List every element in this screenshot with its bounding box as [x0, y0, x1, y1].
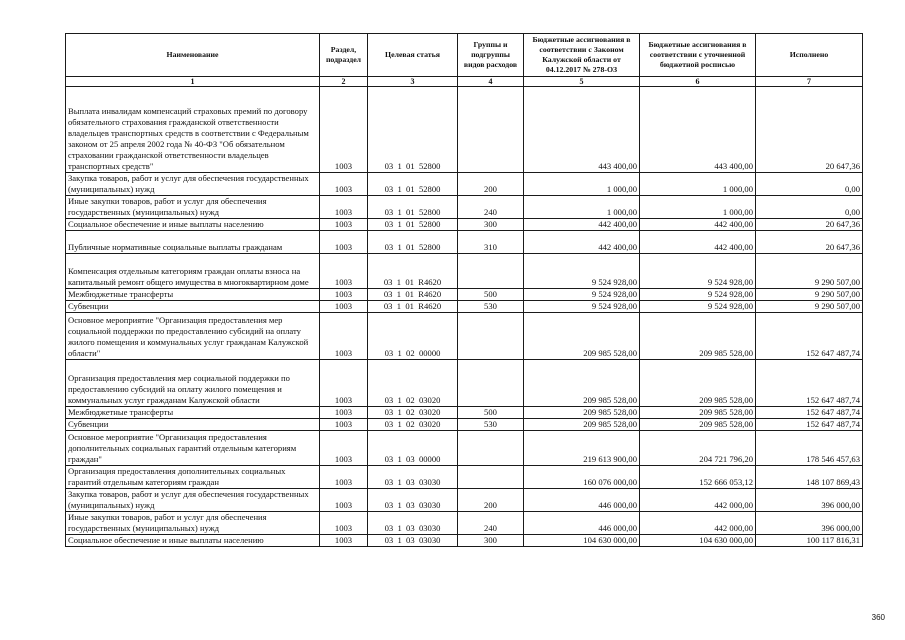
row-revised-amount: 104 630 000,00 [640, 535, 756, 547]
row-group-cell: 300 [458, 535, 524, 547]
row-target-cell: 03 1 01 52800 [368, 231, 458, 254]
row-executed-amount: 152 647 487,74 [756, 419, 863, 431]
table-row [66, 289, 863, 301]
row-section-cell: 1003 [320, 466, 368, 489]
row-section-cell: 1003 [320, 87, 368, 173]
row-name-cell: Компенсация отдельным категориям граждан оплаты взноса на капитальный ремонт общего имущества в многоквартирном доме [66, 254, 320, 289]
budget-table [65, 33, 863, 547]
row-name-cell: Закупка товаров, работ и услуг для обеспечения государственных (муниципальных) нужд [66, 489, 320, 512]
row-target-cell: 03 1 02 00000 [368, 313, 458, 360]
row-target-cell: 03 1 01 52800 [368, 219, 458, 231]
row-executed-amount: 9 290 507,00 [756, 289, 863, 301]
row-law-amount: 9 524 928,00 [524, 254, 640, 289]
row-revised-amount: 204 721 796,20 [640, 431, 756, 466]
col-number: 4 [458, 77, 524, 87]
row-executed-amount: 152 647 487,74 [756, 407, 863, 419]
col-number: 5 [524, 77, 640, 87]
col-header-revised: Бюджетные ассигнования в соответствии с уточненной бюджетной росписью [640, 34, 756, 77]
row-group-cell: 310 [458, 231, 524, 254]
row-target-cell: 03 1 02 03020 [368, 360, 458, 407]
row-law-amount: 9 524 928,00 [524, 301, 640, 313]
row-executed-amount: 152 647 487,74 [756, 313, 863, 360]
row-section-cell: 1003 [320, 360, 368, 407]
table-row [66, 219, 863, 231]
col-number: 2 [320, 77, 368, 87]
row-executed-amount: 0,00 [756, 173, 863, 196]
row-name-cell: Субвенции [66, 301, 320, 313]
row-law-amount: 442 400,00 [524, 219, 640, 231]
row-section-cell: 1003 [320, 254, 368, 289]
row-name-cell: Социальное обеспечение и иные выплаты населению [66, 535, 320, 547]
row-revised-amount: 1 000,00 [640, 196, 756, 219]
table-row [66, 535, 863, 547]
row-group-cell [458, 431, 524, 466]
table-row [66, 231, 863, 254]
row-section-cell: 1003 [320, 313, 368, 360]
row-law-amount: 209 985 528,00 [524, 419, 640, 431]
row-executed-amount: 396 000,00 [756, 512, 863, 535]
col-header-groups: Группы и подгруппы видов расходов [458, 34, 524, 77]
row-target-cell: 03 1 02 03020 [368, 407, 458, 419]
row-law-amount: 446 000,00 [524, 489, 640, 512]
row-section-cell: 1003 [320, 231, 368, 254]
row-target-cell: 03 1 03 00000 [368, 431, 458, 466]
row-executed-amount: 0,00 [756, 196, 863, 219]
table-row [66, 489, 863, 512]
row-executed-amount: 148 107 869,43 [756, 466, 863, 489]
row-name-cell: Межбюджетные трансферты [66, 407, 320, 419]
row-group-cell [458, 87, 524, 173]
col-number: 7 [756, 77, 863, 87]
row-section-cell: 1003 [320, 173, 368, 196]
table-row [66, 301, 863, 313]
row-name-cell: Субвенции [66, 419, 320, 431]
row-target-cell: 03 1 01 52800 [368, 196, 458, 219]
row-target-cell: 03 1 03 03030 [368, 489, 458, 512]
row-law-amount: 209 985 528,00 [524, 360, 640, 407]
row-revised-amount: 1 000,00 [640, 173, 756, 196]
row-revised-amount: 152 666 053,12 [640, 466, 756, 489]
row-name-cell: Организация предоставления дополнительных социальных гарантий отдельным категориям граждан [66, 466, 320, 489]
col-header-section: Раздел, подраздел [320, 34, 368, 77]
row-revised-amount: 442 400,00 [640, 219, 756, 231]
row-law-amount: 104 630 000,00 [524, 535, 640, 547]
row-section-cell: 1003 [320, 196, 368, 219]
row-revised-amount: 209 985 528,00 [640, 313, 756, 360]
row-target-cell: 03 1 01 52800 [368, 173, 458, 196]
row-law-amount: 1 000,00 [524, 173, 640, 196]
col-number: 3 [368, 77, 458, 87]
row-section-cell: 1003 [320, 489, 368, 512]
row-section-cell: 1003 [320, 535, 368, 547]
row-revised-amount: 9 524 928,00 [640, 289, 756, 301]
row-section-cell: 1003 [320, 301, 368, 313]
row-name-cell: Иные закупки товаров, работ и услуг для обеспечения государственных (муниципальных) нужд [66, 196, 320, 219]
row-group-cell: 530 [458, 301, 524, 313]
row-group-cell: 500 [458, 289, 524, 301]
row-executed-amount: 20 647,36 [756, 87, 863, 173]
row-revised-amount: 442 000,00 [640, 512, 756, 535]
row-law-amount: 209 985 528,00 [524, 407, 640, 419]
row-revised-amount: 9 524 928,00 [640, 254, 756, 289]
table-row [66, 512, 863, 535]
row-section-cell: 1003 [320, 419, 368, 431]
row-revised-amount: 209 985 528,00 [640, 419, 756, 431]
row-revised-amount: 442 400,00 [640, 231, 756, 254]
header-row [66, 34, 863, 77]
col-header-target: Целевая статья [368, 34, 458, 77]
row-executed-amount: 20 647,36 [756, 231, 863, 254]
row-section-cell: 1003 [320, 407, 368, 419]
table-row [66, 407, 863, 419]
table-row [66, 360, 863, 407]
row-target-cell: 03 1 01 R4620 [368, 289, 458, 301]
row-revised-amount: 442 000,00 [640, 489, 756, 512]
row-group-cell: 530 [458, 419, 524, 431]
row-section-cell: 1003 [320, 289, 368, 301]
row-group-cell: 500 [458, 407, 524, 419]
col-header-executed: Исполнено [756, 34, 863, 77]
row-revised-amount: 209 985 528,00 [640, 407, 756, 419]
table-row [66, 173, 863, 196]
row-target-cell: 03 1 03 03030 [368, 466, 458, 489]
row-section-cell: 1003 [320, 219, 368, 231]
row-name-cell: Межбюджетные трансферты [66, 289, 320, 301]
row-target-cell: 03 1 03 03030 [368, 512, 458, 535]
row-group-cell [458, 313, 524, 360]
row-group-cell: 240 [458, 196, 524, 219]
col-header-law: Бюджетные ассигнования в соответствии с Законом Калужской области от 04.12.2017 № 278-ОЗ [524, 34, 640, 77]
row-section-cell: 1003 [320, 431, 368, 466]
col-number: 1 [66, 77, 320, 87]
row-target-cell: 03 1 01 52800 [368, 87, 458, 173]
row-executed-amount: 20 647,36 [756, 219, 863, 231]
row-law-amount: 160 076 000,00 [524, 466, 640, 489]
row-law-amount: 443 400,00 [524, 87, 640, 173]
row-name-cell: Основное мероприятие "Организация предоставления мер социальной поддержки по предоставлению субсидий на оплату жилого помещения и коммунальных услуг гражданам Калужской области" [66, 313, 320, 360]
row-executed-amount: 9 290 507,00 [756, 301, 863, 313]
row-section-cell: 1003 [320, 512, 368, 535]
row-name-cell: Основное мероприятие "Организация предоставления дополнительных социальных гарантий отдельным категориям граждан" [66, 431, 320, 466]
row-target-cell: 03 1 02 03020 [368, 419, 458, 431]
table-row [66, 431, 863, 466]
row-law-amount: 209 985 528,00 [524, 313, 640, 360]
row-name-cell: Публичные нормативные социальные выплаты гражданам [66, 231, 320, 254]
row-group-cell: 300 [458, 219, 524, 231]
row-law-amount: 1 000,00 [524, 196, 640, 219]
page-number: 360 [871, 613, 885, 622]
table-row [66, 196, 863, 219]
col-number: 6 [640, 77, 756, 87]
row-target-cell: 03 1 01 R4620 [368, 301, 458, 313]
row-name-cell: Иные закупки товаров, работ и услуг для обеспечения государственных (муниципальных) нужд [66, 512, 320, 535]
row-group-cell [458, 254, 524, 289]
row-law-amount: 446 000,00 [524, 512, 640, 535]
table-row [66, 466, 863, 489]
row-group-cell: 240 [458, 512, 524, 535]
row-executed-amount: 396 000,00 [756, 489, 863, 512]
table-row [66, 87, 863, 173]
row-executed-amount: 100 117 816,31 [756, 535, 863, 547]
column-number-row [66, 77, 863, 87]
row-group-cell [458, 466, 524, 489]
row-group-cell: 200 [458, 489, 524, 512]
row-group-cell [458, 360, 524, 407]
row-executed-amount: 178 546 457,63 [756, 431, 863, 466]
row-name-cell: Социальное обеспечение и иные выплаты населению [66, 219, 320, 231]
table-row [66, 419, 863, 431]
row-executed-amount: 152 647 487,74 [756, 360, 863, 407]
row-law-amount: 9 524 928,00 [524, 289, 640, 301]
table-row [66, 313, 863, 360]
row-revised-amount: 9 524 928,00 [640, 301, 756, 313]
row-name-cell: Организация предоставления мер социальной поддержки по предоставлению субсидий на оплату жилого помещения и коммунальных услуг гражданам Калужской области [66, 360, 320, 407]
row-target-cell: 03 1 01 R4620 [368, 254, 458, 289]
table-body [66, 87, 863, 547]
row-target-cell: 03 1 03 03030 [368, 535, 458, 547]
row-revised-amount: 209 985 528,00 [640, 360, 756, 407]
col-header-name: Наименование [66, 34, 320, 77]
row-revised-amount: 443 400,00 [640, 87, 756, 173]
row-executed-amount: 9 290 507,00 [756, 254, 863, 289]
row-group-cell: 200 [458, 173, 524, 196]
row-name-cell: Закупка товаров, работ и услуг для обеспечения государственных (муниципальных) нужд [66, 173, 320, 196]
table-row [66, 254, 863, 289]
row-name-cell: Выплата инвалидам компенсаций страховых премий по договору обязательного страхования гражданской ответственности владельцев транспортных средств в соответствии с Федеральным законом от 25 апреля 2002 года № 40-ФЗ "Об обязательном страховании гражданской ответственности владельцев транспортных средств" [66, 87, 320, 173]
row-law-amount: 219 613 900,00 [524, 431, 640, 466]
row-law-amount: 442 400,00 [524, 231, 640, 254]
